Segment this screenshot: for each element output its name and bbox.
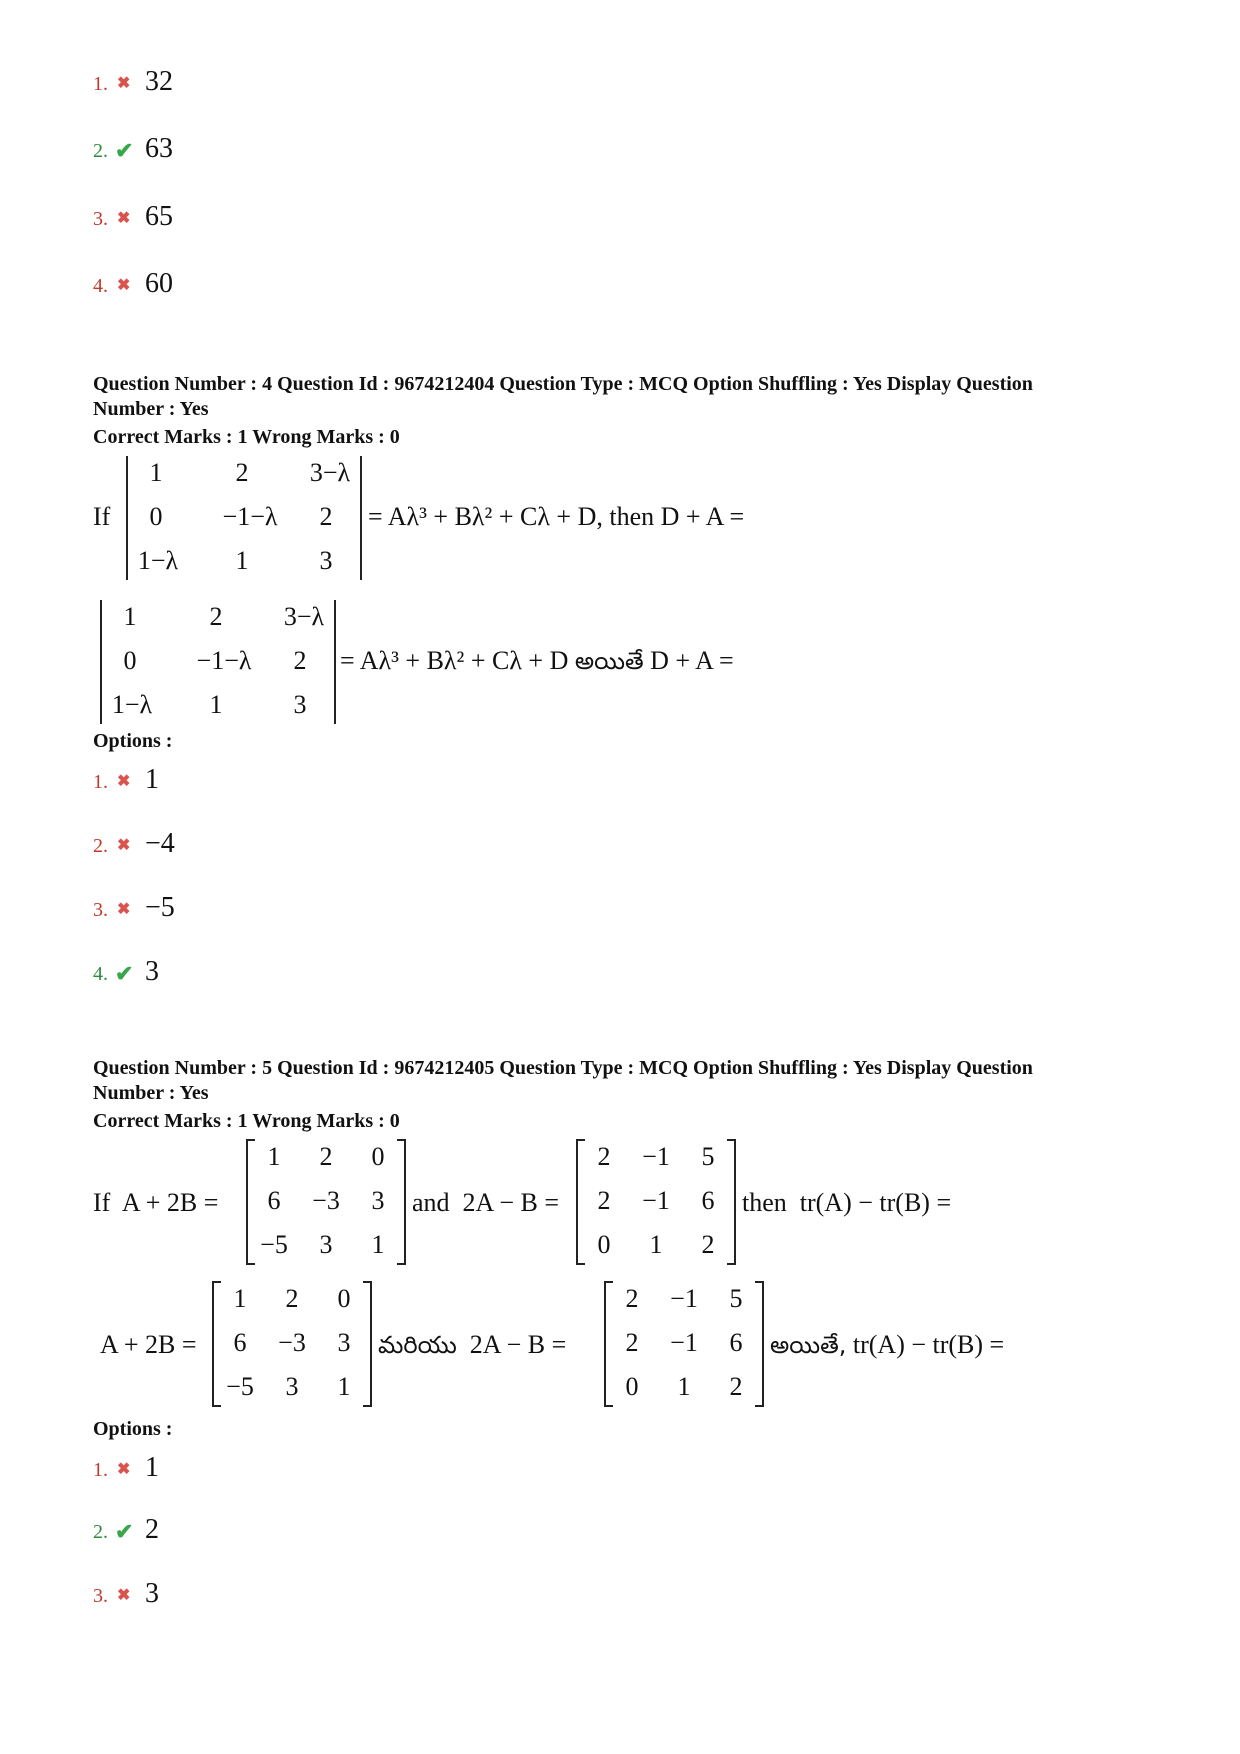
option-value: 63 [145, 133, 173, 164]
q5-then-te: అయితే, [770, 1331, 847, 1359]
q5-tail: tr(A) − tr(B) = [799, 1188, 952, 1217]
det-cell: 3 [293, 690, 307, 719]
q4-then-te: అయితే [574, 647, 644, 675]
q5-equation-en-right [742, 1188, 951, 1218]
cross-icon: ✖ [117, 837, 131, 854]
matrix-cell: 1 [677, 1372, 691, 1401]
option-number: 1. [93, 73, 108, 95]
q5-tail-te: tr(A) − tr(B) = [852, 1330, 1005, 1359]
q5-matrix2-en [576, 1140, 736, 1264]
det-cell: 2 [209, 602, 223, 631]
q5-equation-te-mid [378, 1330, 566, 1365]
check-icon: ✔ [115, 961, 134, 986]
det-cell: 1−λ [137, 546, 179, 575]
matrix-cell: −3 [278, 1328, 306, 1357]
matrix-cell: 2 [597, 1186, 611, 1215]
matrix-cell: 1 [649, 1230, 663, 1259]
matrix-cell: 6 [233, 1328, 247, 1357]
matrix-cell: 2 [701, 1230, 715, 1259]
matrix-cell: −5 [226, 1372, 254, 1401]
option-number: 4. [93, 275, 108, 297]
q5-header-line1: Question Number : 5 Question Id : 9674212405 Question Type : MCQ Option Shuffling : Yes Display Question [93, 1057, 1033, 1079]
q5-options-label: Options : [93, 1418, 173, 1440]
q4-then-en: , then D + A = [596, 502, 745, 531]
option-value: −5 [145, 892, 175, 923]
det-cell: 2 [293, 646, 307, 675]
q4-if-label: If [93, 502, 111, 531]
matrix-cell: −1 [670, 1284, 698, 1313]
option-number: 1. [93, 771, 108, 793]
det-cell: 0 [123, 646, 137, 675]
matrix-cell: 3 [319, 1230, 333, 1259]
q5-equation-te-right [770, 1330, 1004, 1365]
option-number: 3. [93, 899, 108, 921]
option-number: 2. [93, 140, 108, 162]
q5-equation-en-left [93, 1188, 218, 1218]
option-number: 3. [93, 1585, 108, 1607]
q5-and-en: and [412, 1188, 450, 1217]
q5-and-te: మరియు [378, 1331, 457, 1359]
q5-if-label: If [93, 1188, 111, 1217]
option-value: 3 [145, 956, 159, 987]
matrix-cell: 0 [625, 1372, 639, 1401]
matrix-cell: 1 [337, 1372, 351, 1401]
check-icon: ✔ [115, 138, 134, 163]
q5-then-en: then [742, 1188, 787, 1217]
q5-marks: Correct Marks : 1 Wrong Marks : 0 [93, 1110, 400, 1132]
check-icon: ✔ [115, 1519, 134, 1544]
cross-icon: ✖ [117, 277, 131, 294]
cross-icon: ✖ [117, 901, 131, 918]
matrix-cell: 2 [319, 1142, 333, 1171]
q4-marks: Correct Marks : 1 Wrong Marks : 0 [93, 426, 400, 448]
q4-header [93, 372, 1153, 422]
q5-equation-en-mid [412, 1188, 559, 1218]
matrix-cell: 1 [233, 1284, 247, 1313]
cross-icon: ✖ [117, 1461, 131, 1478]
det-cell: 2 [235, 458, 249, 487]
q4-determinant-en [126, 456, 362, 580]
option-number: 2. [93, 835, 108, 857]
option-value: 3 [145, 1578, 159, 1609]
matrix-cell: 2 [729, 1372, 743, 1401]
q4-determinant-te [100, 600, 336, 724]
q5-matrix1-te [212, 1282, 372, 1406]
q4-end-te: D + A = [650, 646, 734, 675]
q4-header-line2: Number : Yes [93, 398, 209, 420]
matrix-cell: 0 [371, 1142, 385, 1171]
det-cell: 1 [123, 602, 137, 631]
det-cell: 1 [209, 690, 223, 719]
matrix-cell: −3 [312, 1186, 340, 1215]
cross-icon: ✖ [117, 773, 131, 790]
q4-polynomial: = Aλ³ + Bλ² + Cλ + D [368, 502, 597, 531]
q4-equation-rhs-te [340, 646, 734, 681]
matrix-cell: 6 [729, 1328, 743, 1357]
matrix-cell: 5 [729, 1284, 743, 1313]
det-cell: 3 [319, 546, 333, 575]
matrix-cell: −1 [642, 1142, 670, 1171]
matrix-cell: 1 [371, 1230, 385, 1259]
matrix-cell: 6 [267, 1186, 281, 1215]
option-number: 1. [93, 1459, 108, 1481]
option-value: 1 [145, 764, 159, 795]
q4-header-line1: Question Number : 4 Question Id : 9674212404 Question Type : MCQ Option Shuffling : Yes Display Question [93, 373, 1033, 395]
q4-options-label: Options : [93, 730, 173, 752]
matrix-cell: 0 [337, 1284, 351, 1313]
matrix-cell: 0 [597, 1230, 611, 1259]
option-value: 2 [145, 1514, 159, 1545]
q5-header [93, 1056, 1153, 1106]
matrix-cell: 3 [337, 1328, 351, 1357]
matrix-cell: 2 [625, 1328, 639, 1357]
option-value: 60 [145, 268, 173, 299]
matrix-cell: 1 [267, 1142, 281, 1171]
matrix-cell: −5 [260, 1230, 288, 1259]
q4-equation-rhs-en [368, 502, 744, 532]
det-cell: 3−λ [309, 458, 351, 487]
q5-lhs2: 2A − B = [462, 1188, 560, 1217]
option-value: 1 [145, 1452, 159, 1483]
option-number: 4. [93, 963, 108, 985]
option-value: 32 [145, 66, 173, 97]
det-cell: −1−λ [196, 646, 252, 675]
q5-matrix1-en [246, 1140, 406, 1264]
option-value: −4 [145, 828, 175, 859]
matrix-cell: 3 [285, 1372, 299, 1401]
matrix-cell: 2 [625, 1284, 639, 1313]
q4-polynomial: = Aλ³ + Bλ² + Cλ + D [340, 646, 569, 675]
option-value: 65 [145, 201, 173, 232]
q5-lhs1: A + 2B = [121, 1188, 219, 1217]
det-cell: 2 [319, 502, 333, 531]
matrix-cell: 2 [285, 1284, 299, 1313]
matrix-cell: −1 [642, 1186, 670, 1215]
matrix-cell: 2 [597, 1142, 611, 1171]
cross-icon: ✖ [117, 75, 131, 92]
det-cell: 3−λ [283, 602, 325, 631]
det-cell: 1 [149, 458, 163, 487]
q5-lhs1-te: A + 2B = [100, 1330, 197, 1359]
q5-matrix2-te [604, 1282, 764, 1406]
q5-header-line2: Number : Yes [93, 1082, 209, 1104]
option-number: 2. [93, 1521, 108, 1543]
cross-icon: ✖ [117, 1587, 131, 1604]
option-number: 3. [93, 208, 108, 230]
matrix-cell: 5 [701, 1142, 715, 1171]
det-cell: 1−λ [111, 690, 153, 719]
matrix-cell: 3 [371, 1186, 385, 1215]
matrix-cell: −1 [670, 1328, 698, 1357]
det-cell: 1 [235, 546, 249, 575]
det-cell: 0 [149, 502, 163, 531]
det-cell: −1−λ [222, 502, 278, 531]
q5-lhs2-te: 2A − B = [469, 1330, 567, 1359]
cross-icon: ✖ [117, 210, 131, 227]
matrix-cell: 6 [701, 1186, 715, 1215]
